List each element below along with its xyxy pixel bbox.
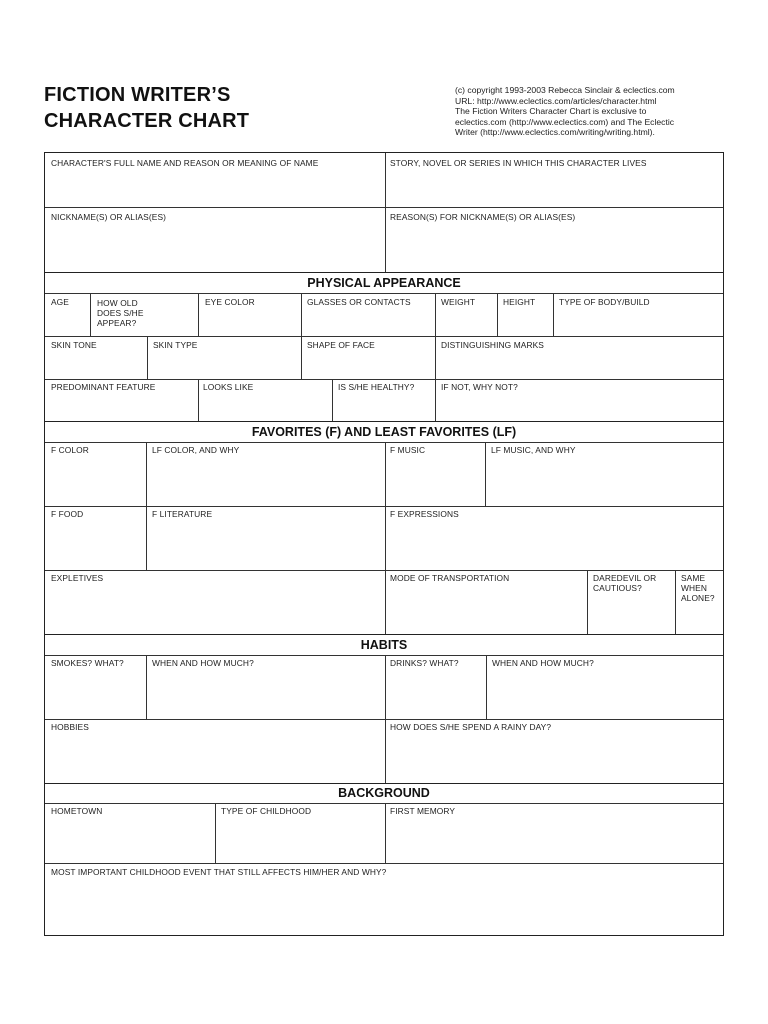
- hobbies-field[interactable]: HOBBIES: [51, 722, 89, 732]
- divider: [301, 293, 302, 336]
- divider: [215, 803, 216, 863]
- glasses-field[interactable]: GLASSES OR CONTACTS: [307, 297, 411, 307]
- hometown-field[interactable]: HOMETOWN: [51, 806, 103, 816]
- important-childhood-event-field[interactable]: MOST IMPORTANT CHILDHOOD EVENT THAT STILL AFFECTS HIM/HER AND WHY?: [51, 867, 387, 877]
- divider: [385, 570, 386, 634]
- smokes-when-field[interactable]: WHEN AND HOW MUCH?: [152, 658, 254, 668]
- same-when-alone-field[interactable]: SAME WHEN ALONE?: [681, 573, 715, 603]
- distinguishing-marks-field[interactable]: DISTINGUISHING MARKS: [441, 340, 544, 350]
- credit-line: eclectics.com (http://www.eclectics.com) and The Eclectic: [455, 116, 675, 127]
- favorite-music-field[interactable]: F MUSIC: [390, 445, 426, 455]
- favorite-expressions-field[interactable]: F EXPRESSIONS: [390, 509, 459, 519]
- divider: [435, 293, 436, 336]
- divider: [45, 803, 723, 804]
- divider: [146, 506, 147, 570]
- credit-line: Writer (http://www.eclectics.com/writing/writing.html).: [455, 127, 655, 138]
- divider: [587, 570, 588, 634]
- copyright-notice: [455, 85, 725, 138]
- first-memory-field[interactable]: FIRST MEMORY: [390, 806, 456, 816]
- divider: [385, 655, 386, 719]
- divider: [332, 379, 333, 421]
- divider: [385, 719, 386, 783]
- divider: [45, 379, 723, 380]
- divider: [435, 379, 436, 421]
- full-name-field[interactable]: CHARACTER'S FULL NAME AND REASON OR MEANING OF NAME: [51, 158, 319, 168]
- drinks-when-field[interactable]: WHEN AND HOW MUCH?: [492, 658, 594, 668]
- credit-line: (c) copyright 1993-2003 Rebecca Sinclair & eclectics.com: [455, 85, 675, 95]
- divider: [385, 506, 386, 570]
- divider: [146, 655, 147, 719]
- title-line-1: FICTION WRITER’S: [44, 84, 231, 106]
- expletives-field[interactable]: EXPLETIVES: [51, 573, 104, 583]
- story-field[interactable]: STORY, NOVEL OR SERIES IN WHICH THIS CHARACTER LIVES: [390, 158, 647, 168]
- favorite-literature-field[interactable]: F LITERATURE: [152, 509, 213, 519]
- smokes-field[interactable]: SMOKES? WHAT?: [51, 658, 124, 668]
- skin-tone-field[interactable]: SKIN TONE: [51, 340, 97, 350]
- divider: [198, 379, 199, 421]
- page-title: [44, 82, 344, 134]
- divider: [497, 293, 498, 336]
- divider: [301, 336, 302, 379]
- least-favorite-music-field[interactable]: LF MUSIC, AND WHY: [491, 445, 576, 455]
- divider: [147, 336, 148, 379]
- age-field[interactable]: AGE: [51, 297, 69, 307]
- section-heading-favorites: FAVORITES (F) AND LEAST FAVORITES (LF): [251, 425, 517, 439]
- divider: [435, 336, 436, 379]
- height-field[interactable]: HEIGHT: [503, 297, 536, 307]
- favorite-food-field[interactable]: F FOOD: [51, 509, 84, 519]
- title-line-2: CHARACTER CHART: [44, 110, 250, 132]
- eye-color-field[interactable]: EYE COLOR: [205, 297, 255, 307]
- transportation-field[interactable]: MODE OF TRANSPORTATION: [390, 573, 510, 583]
- credit-line: URL: http://www.eclectics.com/articles/character.html: [455, 95, 657, 106]
- divider: [553, 293, 554, 336]
- daredevil-field[interactable]: DAREDEVIL OR CAUTIOUS?: [593, 573, 657, 593]
- divider: [675, 570, 676, 634]
- divider: [45, 570, 723, 571]
- divider: [385, 803, 386, 863]
- weight-field[interactable]: WEIGHT: [441, 297, 476, 307]
- divider: [45, 293, 723, 294]
- divider: [146, 442, 147, 506]
- least-favorite-color-field[interactable]: LF COLOR, AND WHY: [152, 445, 240, 455]
- rainy-day-field[interactable]: HOW DOES S/HE SPEND A RAINY DAY?: [390, 722, 552, 732]
- divider: [385, 153, 386, 272]
- divider: [45, 863, 723, 864]
- predominant-feature-field[interactable]: PREDOMINANT FEATURE: [51, 382, 156, 392]
- drinks-field[interactable]: DRINKS? WHAT?: [390, 658, 459, 668]
- divider: [385, 442, 386, 506]
- section-heading-habits: HABITS: [360, 638, 408, 652]
- childhood-type-field[interactable]: TYPE OF CHILDHOOD: [221, 806, 312, 816]
- nickname-field[interactable]: NICKNAME(S) OR ALIAS(ES): [51, 212, 167, 222]
- divider: [485, 442, 486, 506]
- divider: [198, 293, 199, 336]
- nickname-reason-field[interactable]: REASON(S) FOR NICKNAME(S) OR ALIAS(ES): [390, 212, 576, 222]
- divider: [486, 655, 487, 719]
- section-heading-background: BACKGROUND: [338, 786, 430, 800]
- divider: [45, 207, 723, 208]
- looks-like-field[interactable]: LOOKS LIKE: [203, 382, 254, 392]
- if-not-healthy-field[interactable]: IF NOT, WHY NOT?: [441, 382, 518, 392]
- credit-line: The Fiction Writers Character Chart is exclusive to: [455, 106, 647, 117]
- divider: [90, 293, 91, 336]
- skin-type-field[interactable]: SKIN TYPE: [153, 340, 198, 350]
- apparent-age-field[interactable]: HOW OLD DOES S/HE APPEAR?: [97, 298, 144, 328]
- healthy-field[interactable]: IS S/HE HEALTHY?: [338, 382, 415, 392]
- section-heading-physical: PHYSICAL APPEARANCE: [307, 276, 461, 290]
- face-shape-field[interactable]: SHAPE OF FACE: [307, 340, 375, 350]
- divider: [45, 719, 723, 720]
- favorite-color-field[interactable]: F COLOR: [51, 445, 89, 455]
- body-type-field[interactable]: TYPE OF BODY/BUILD: [559, 297, 650, 307]
- character-chart-form: [44, 152, 724, 936]
